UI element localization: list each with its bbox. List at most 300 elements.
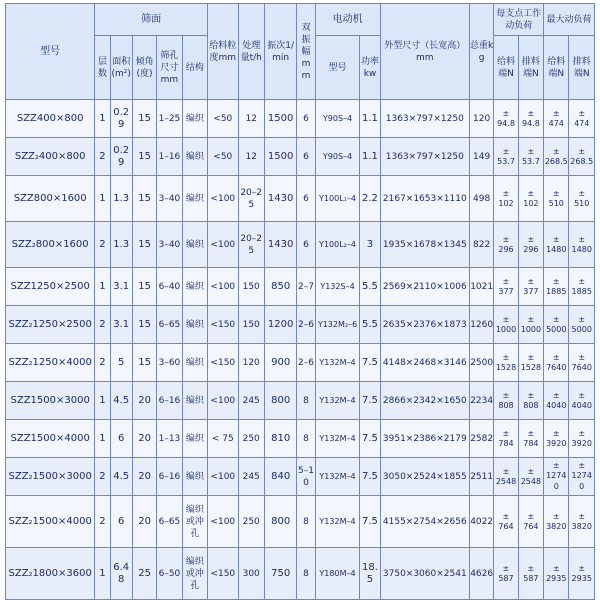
header-support-discharge-end: 排料端N — [518, 36, 543, 100]
load-value: 2935 — [571, 573, 592, 583]
cell-max-dis — [569, 420, 595, 458]
cell-feed-size: <50 — [208, 100, 238, 138]
cell-amplitude: 2–6 — [297, 344, 315, 382]
cell-layers: 1 — [95, 382, 110, 420]
cell-motor-model: Y132M–4 — [315, 420, 360, 458]
cell-structure: 编织 — [182, 176, 207, 222]
load-value: 2548 — [495, 476, 517, 486]
plus-minus-sign: ± — [527, 563, 535, 573]
plus-minus-sign: ± — [552, 428, 560, 438]
cell-max-feed — [544, 344, 569, 382]
header-dimensions: 外型尺寸（长宽高）mm — [380, 4, 469, 100]
load-value: 3920 — [571, 438, 592, 448]
plus-minus-sign: ± — [578, 188, 586, 198]
cell-sup-feed — [494, 138, 518, 176]
header-structure: 结构 — [182, 36, 207, 100]
cell-angle: 15 — [132, 222, 156, 268]
cell-sup-dis — [518, 176, 543, 222]
plus-minus-sign: ± — [527, 428, 535, 438]
cell-sup-feed — [494, 420, 518, 458]
cell-frequency: 850 — [264, 268, 296, 306]
cell-sup-feed — [494, 100, 518, 138]
cell-capacity: 12 — [238, 138, 264, 176]
cell-weight: 2500 — [469, 344, 493, 382]
cell-capacity: 150 — [238, 268, 264, 306]
cell-aperture: 6–40 — [157, 268, 182, 306]
header-amplitude: 双振幅mm — [297, 4, 315, 100]
plus-minus-sign: ± — [502, 276, 510, 286]
cell-model: SZZ₂400×800 — [6, 138, 95, 176]
cell-weight: 1021 — [469, 268, 493, 306]
header-frequency: 振次1/min — [264, 4, 296, 100]
cell-motor-model: Y132M₂–6 — [315, 306, 360, 344]
cell-model: SZZ₂800×1600 — [6, 222, 95, 268]
cell-area: 6 — [110, 496, 132, 548]
plus-minus-sign: ± — [578, 461, 586, 470]
cell-weight: 4626 — [469, 548, 493, 600]
cell-amplitude: 8 — [297, 548, 315, 600]
header-max-feed-end: 给料端N — [544, 36, 569, 100]
cell-sup-feed — [494, 548, 518, 600]
cell-motor-model: Y132M–4 — [315, 458, 360, 496]
plus-minus-sign: ± — [578, 511, 586, 521]
cell-sup-dis — [518, 548, 543, 600]
cell-frequency: 800 — [264, 382, 296, 420]
cell-max-feed — [544, 222, 569, 268]
load-value: 4040 — [571, 400, 592, 410]
load-value: 377 — [523, 286, 539, 296]
cell-aperture: 1–16 — [157, 138, 182, 176]
plus-minus-sign: ± — [578, 234, 586, 244]
plus-minus-sign: ± — [552, 563, 560, 573]
cell-frequency: 1500 — [264, 100, 296, 138]
cell-power: 3 — [360, 222, 380, 268]
cell-capacity: 245 — [238, 382, 264, 420]
plus-minus-sign: ± — [502, 234, 510, 244]
cell-angle: 20 — [132, 382, 156, 420]
cell-layers: 2 — [95, 344, 110, 382]
plus-minus-sign: ± — [578, 390, 586, 400]
cell-max-dis — [569, 306, 595, 344]
cell-layers: 2 — [95, 222, 110, 268]
load-value: 808 — [498, 400, 514, 410]
cell-amplitude: 8 — [297, 382, 315, 420]
cell-max-dis — [569, 458, 595, 496]
load-value: 377 — [498, 286, 514, 296]
cell-feed-size: <100 — [208, 176, 238, 222]
cell-weight: 2234 — [469, 382, 493, 420]
cell-angle: 25 — [132, 548, 156, 600]
cell-sup-feed — [494, 222, 518, 268]
cell-aperture: 3–40 — [157, 222, 182, 268]
header-capacity: 处理量t/h — [238, 4, 264, 100]
cell-area: 6.48 — [110, 548, 132, 600]
plus-minus-sign: ± — [502, 511, 510, 521]
cell-frequency: 810 — [264, 420, 296, 458]
cell-layers: 1 — [95, 548, 110, 600]
cell-capacity: 20–25 — [238, 222, 264, 268]
cell-sup-dis — [518, 222, 543, 268]
plus-minus-sign: ± — [527, 188, 535, 198]
cell-area: 0.29 — [110, 100, 132, 138]
load-value: 7640 — [546, 362, 567, 372]
cell-frequency: 750 — [264, 548, 296, 600]
cell-capacity: 150 — [238, 306, 264, 344]
cell-layers: 1 — [95, 176, 110, 222]
cell-structure: 编织 — [182, 382, 207, 420]
cell-capacity: 250 — [238, 420, 264, 458]
load-value: 296 — [523, 244, 539, 254]
cell-capacity: 12 — [238, 100, 264, 138]
load-value: 764 — [523, 521, 539, 531]
cell-area: 0.29 — [110, 138, 132, 176]
header-angle: 倾角(度) — [132, 36, 156, 100]
cell-sup-dis — [518, 344, 543, 382]
cell-sup-dis — [518, 496, 543, 548]
cell-model: SZZ800×1600 — [6, 176, 95, 222]
header-weight: 总重kg — [469, 4, 493, 100]
cell-power: 7.5 — [360, 496, 380, 548]
cell-max-dis — [569, 496, 595, 548]
cell-model: SZZ1500×4000 — [6, 420, 95, 458]
cell-capacity: 120 — [238, 344, 264, 382]
cell-sup-dis — [518, 138, 543, 176]
cell-amplitude: 5–10 — [297, 458, 315, 496]
cell-weight: 4022 — [469, 496, 493, 548]
cell-area: 1.3 — [110, 176, 132, 222]
load-value: 3920 — [546, 438, 567, 448]
cell-amplitude: 8 — [297, 496, 315, 548]
plus-minus-sign: ± — [552, 108, 560, 118]
header-area: 面积(m²) — [110, 36, 132, 100]
plus-minus-sign: ± — [527, 234, 535, 244]
cell-power: 18.5 — [360, 548, 380, 600]
load-value: 587 — [498, 573, 514, 583]
cell-power: 7.5 — [360, 382, 380, 420]
cell-dimensions: 1363×797×1250 — [380, 138, 469, 176]
cell-dimensions: 2866×2342×1650 — [380, 382, 469, 420]
cell-layers: 2 — [95, 496, 110, 548]
cell-sup-dis — [518, 382, 543, 420]
plus-minus-sign: ± — [578, 352, 586, 362]
cell-model: SZZ₂1500×4000 — [6, 496, 95, 548]
cell-sup-dis — [518, 268, 543, 306]
cell-max-feed — [544, 268, 569, 306]
load-value: 3820 — [571, 521, 592, 531]
plus-minus-sign: ± — [552, 276, 560, 286]
plus-minus-sign: ± — [527, 146, 535, 156]
cell-area: 3.1 — [110, 268, 132, 306]
cell-dimensions: 3050×2524×1855 — [380, 458, 469, 496]
plus-minus-sign: ± — [502, 428, 510, 438]
cell-feed-size: <50 — [208, 138, 238, 176]
load-value: 1885 — [571, 286, 592, 296]
cell-model: SZZ₂1500×3000 — [6, 458, 95, 496]
load-value: 268.5 — [570, 156, 594, 166]
load-value: 1480 — [571, 244, 592, 254]
header-model: 型号 — [6, 4, 95, 100]
cell-aperture: 6–50 — [157, 548, 182, 600]
plus-minus-sign: ± — [502, 390, 510, 400]
header-max-discharge-end: 排料端N — [569, 36, 595, 100]
cell-angle: 15 — [132, 100, 156, 138]
cell-feed-size: <100 — [208, 222, 238, 268]
plus-minus-sign: ± — [578, 314, 586, 324]
cell-dimensions: 2167×1653×1110 — [380, 176, 469, 222]
load-value: 5000 — [546, 324, 567, 334]
table-row — [6, 496, 595, 548]
cell-power: 7.5 — [360, 420, 380, 458]
header-layers: 层数 — [95, 36, 110, 100]
cell-frequency: 1200 — [264, 306, 296, 344]
cell-model: SZZ1500×3000 — [6, 382, 95, 420]
cell-angle: 20 — [132, 496, 156, 548]
cell-angle: 15 — [132, 344, 156, 382]
load-value: 12740 — [546, 471, 567, 491]
cell-power: 7.5 — [360, 344, 380, 382]
cell-sup-feed — [494, 268, 518, 306]
cell-power: 2.2 — [360, 176, 380, 222]
table-row — [6, 176, 595, 222]
cell-amplitude: 6 — [297, 138, 315, 176]
cell-max-dis — [569, 268, 595, 306]
cell-max-dis — [569, 382, 595, 420]
cell-amplitude: 6 — [297, 176, 315, 222]
load-value: 764 — [498, 521, 514, 531]
cell-model: SZZ₂1250×4000 — [6, 344, 95, 382]
cell-angle: 15 — [132, 176, 156, 222]
plus-minus-sign: ± — [502, 466, 510, 476]
spec-table — [5, 3, 595, 600]
cell-weight: 2511 — [469, 458, 493, 496]
plus-minus-sign: ± — [527, 466, 535, 476]
cell-sup-feed — [494, 496, 518, 548]
cell-structure: 编织 — [182, 458, 207, 496]
table-row — [6, 138, 595, 176]
cell-max-feed — [544, 382, 569, 420]
plus-minus-sign: ± — [552, 234, 560, 244]
cell-motor-model: Y132M–4 — [315, 382, 360, 420]
header-motor-model: 型号 — [315, 36, 360, 100]
cell-area: 3.1 — [110, 306, 132, 344]
cell-dimensions: 3750×3060×2541 — [380, 548, 469, 600]
load-value: 474 — [574, 118, 590, 128]
cell-frequency: 800 — [264, 496, 296, 548]
cell-sup-feed — [494, 382, 518, 420]
load-value: 3820 — [546, 521, 567, 531]
cell-dimensions: 4148×2468×3146 — [380, 344, 469, 382]
plus-minus-sign: ± — [527, 390, 535, 400]
header-row-1 — [6, 4, 595, 36]
cell-aperture: 6–16 — [157, 458, 182, 496]
cell-weight: 822 — [469, 222, 493, 268]
cell-structure: 编织 — [182, 222, 207, 268]
cell-feed-size: <150 — [208, 344, 238, 382]
cell-amplitude: 6 — [297, 222, 315, 268]
load-value: 474 — [548, 118, 564, 128]
table-row — [6, 100, 595, 138]
load-value: 94.8 — [521, 118, 540, 128]
cell-feed-size: <100 — [208, 268, 238, 306]
plus-minus-sign: ± — [552, 146, 560, 156]
cell-max-feed — [544, 496, 569, 548]
table-row — [6, 306, 595, 344]
cell-motor-model: Y132S–4 — [315, 268, 360, 306]
cell-feed-size: < 75 — [208, 420, 238, 458]
cell-feed-size: <150 — [208, 548, 238, 600]
cell-layers: 2 — [95, 458, 110, 496]
cell-layers: 2 — [95, 306, 110, 344]
plus-minus-sign: ± — [502, 352, 510, 362]
cell-structure: 编织 — [182, 344, 207, 382]
header-power: 功率kw — [360, 36, 380, 100]
cell-feed-size: <150 — [208, 306, 238, 344]
cell-max-feed — [544, 100, 569, 138]
cell-capacity: 245 — [238, 458, 264, 496]
table-row — [6, 344, 595, 382]
table-row — [6, 548, 595, 600]
cell-max-dis — [569, 100, 595, 138]
cell-max-dis — [569, 548, 595, 600]
plus-minus-sign: ± — [578, 146, 586, 156]
plus-minus-sign: ± — [502, 108, 510, 118]
cell-power: 7.5 — [360, 458, 380, 496]
table-row — [6, 420, 595, 458]
cell-weight: 1260 — [469, 306, 493, 344]
cell-amplitude: 2–7 — [297, 268, 315, 306]
cell-dimensions: 3951×2386×2179 — [380, 420, 469, 458]
load-value: 7640 — [571, 362, 592, 372]
cell-capacity: 300 — [238, 548, 264, 600]
cell-layers: 1 — [95, 268, 110, 306]
cell-dimensions: 2569×2110×1006 — [380, 268, 469, 306]
load-value: 784 — [498, 438, 514, 448]
load-value: 53.7 — [497, 156, 515, 166]
plus-minus-sign: ± — [578, 428, 586, 438]
cell-aperture: 1–13 — [157, 420, 182, 458]
cell-structure: 编织 — [182, 268, 207, 306]
load-value: 1480 — [546, 244, 567, 254]
header-max-load: 最大动负荷 — [544, 4, 595, 36]
cell-layers: 2 — [95, 138, 110, 176]
cell-structure: 编织 — [182, 420, 207, 458]
cell-aperture: 6–16 — [157, 382, 182, 420]
cell-sup-dis — [518, 420, 543, 458]
cell-dimensions: 4155×2754×2656 — [380, 496, 469, 548]
cell-sup-feed — [494, 344, 518, 382]
cell-sup-dis — [518, 458, 543, 496]
cell-structure: 编织 — [182, 138, 207, 176]
cell-weight: 149 — [469, 138, 493, 176]
plus-minus-sign: ± — [502, 314, 510, 324]
cell-power: 5.5 — [360, 306, 380, 344]
header-support-load: 每支点工作动负荷 — [494, 4, 544, 36]
cell-frequency: 1500 — [264, 138, 296, 176]
cell-power: 5.5 — [360, 268, 380, 306]
cell-aperture: 6–65 — [157, 306, 182, 344]
plus-minus-sign: ± — [552, 314, 560, 324]
load-value: 102 — [523, 198, 539, 208]
load-value: 2548 — [520, 476, 542, 486]
cell-motor-model: Y90S–4 — [315, 100, 360, 138]
plus-minus-sign: ± — [552, 188, 560, 198]
cell-dimensions: 2635×2376×1873 — [380, 306, 469, 344]
cell-aperture: 3–60 — [157, 344, 182, 382]
cell-aperture: 1–25 — [157, 100, 182, 138]
cell-model: SZZ₂1250×2500 — [6, 306, 95, 344]
load-value: 1528 — [520, 362, 542, 372]
load-value: 784 — [523, 438, 539, 448]
cell-max-dis — [569, 222, 595, 268]
load-value: 587 — [523, 573, 539, 583]
cell-amplitude: 6 — [297, 100, 315, 138]
cell-layers: 1 — [95, 100, 110, 138]
cell-feed-size: <100 — [208, 458, 238, 496]
load-value: 1885 — [546, 286, 567, 296]
cell-angle: 15 — [132, 138, 156, 176]
cell-max-feed — [544, 458, 569, 496]
cell-weight: 498 — [469, 176, 493, 222]
load-value: 808 — [523, 400, 539, 410]
load-value: 268.5 — [544, 156, 568, 166]
cell-power: 1.1 — [360, 100, 380, 138]
cell-feed-size: <100 — [208, 382, 238, 420]
cell-frequency: 1430 — [264, 176, 296, 222]
load-value: 102 — [498, 198, 514, 208]
plus-minus-sign: ± — [527, 108, 535, 118]
plus-minus-sign: ± — [527, 352, 535, 362]
load-value: 94.8 — [497, 118, 515, 128]
cell-sup-feed — [494, 458, 518, 496]
cell-max-feed — [544, 306, 569, 344]
cell-frequency: 900 — [264, 344, 296, 382]
plus-minus-sign: ± — [502, 188, 510, 198]
cell-layers: 1 — [95, 420, 110, 458]
load-value: 4040 — [546, 400, 567, 410]
load-value: 2935 — [546, 573, 567, 583]
plus-minus-sign: ± — [552, 461, 560, 470]
load-value: 510 — [548, 198, 564, 208]
cell-structure: 编织 — [182, 306, 207, 344]
cell-weight: 2582 — [469, 420, 493, 458]
cell-area: 6 — [110, 420, 132, 458]
plus-minus-sign: ± — [527, 511, 535, 521]
load-value: 5000 — [571, 324, 592, 334]
cell-area: 4.5 — [110, 458, 132, 496]
load-value: 510 — [574, 198, 590, 208]
cell-max-feed — [544, 138, 569, 176]
header-motor: 电动机 — [315, 4, 380, 36]
cell-sup-feed — [494, 306, 518, 344]
header-screen-surface: 筛面 — [95, 4, 208, 36]
cell-motor-model: Y132M–4 — [315, 496, 360, 548]
cell-sup-feed — [494, 176, 518, 222]
cell-aperture: 3–40 — [157, 176, 182, 222]
cell-max-feed — [544, 420, 569, 458]
plus-minus-sign: ± — [578, 563, 586, 573]
cell-angle: 15 — [132, 306, 156, 344]
cell-motor-model: Y100L₂–4 — [315, 222, 360, 268]
cell-angle: 20 — [132, 458, 156, 496]
cell-capacity: 250 — [238, 496, 264, 548]
load-value: 1528 — [495, 362, 517, 372]
cell-max-dis — [569, 344, 595, 382]
cell-structure: 编织 — [182, 100, 207, 138]
plus-minus-sign: ± — [552, 511, 560, 521]
cell-max-feed — [544, 548, 569, 600]
load-value: 53.7 — [521, 156, 540, 166]
cell-capacity: 20–25 — [238, 176, 264, 222]
